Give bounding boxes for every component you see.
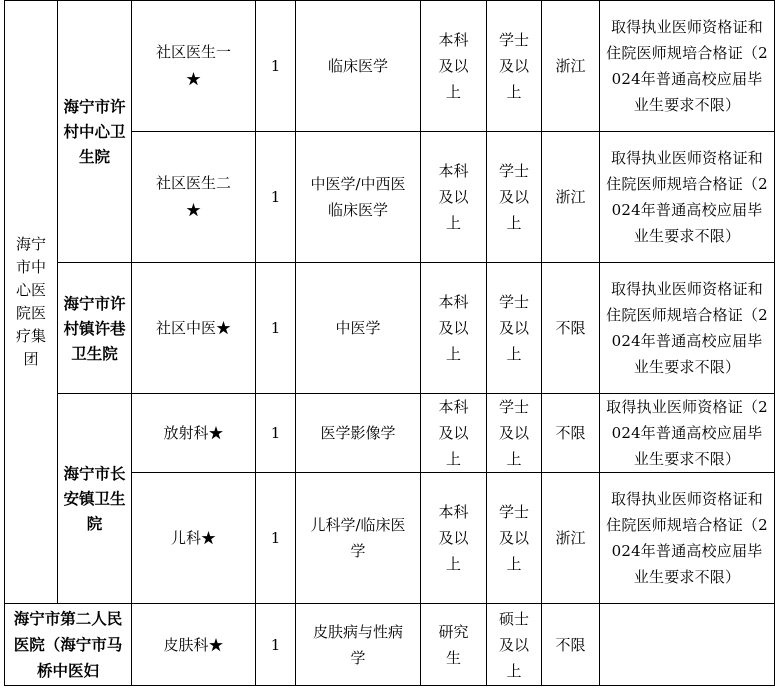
origin-cell bbox=[542, 473, 600, 604]
education-cell bbox=[421, 604, 487, 686]
unit-cell bbox=[58, 394, 132, 604]
degree-cell bbox=[487, 394, 542, 473]
education-requirement: 本科及以上 bbox=[438, 31, 469, 101]
table-row bbox=[5, 263, 775, 394]
origin-requirement: 浙江 bbox=[555, 529, 586, 547]
requirement-cell bbox=[600, 473, 775, 604]
position-count: 1 bbox=[270, 319, 281, 337]
origin-cell bbox=[542, 604, 600, 686]
position-name: 儿科★ bbox=[170, 529, 216, 547]
requirement-cell bbox=[600, 1, 775, 132]
position-name: 放射科★ bbox=[163, 424, 224, 442]
position-name: 社区医生二★ bbox=[155, 174, 231, 219]
recruitment-table bbox=[4, 0, 775, 686]
position-count: 1 bbox=[270, 529, 281, 547]
education-cell bbox=[421, 394, 487, 473]
position-name: 社区中医★ bbox=[155, 319, 231, 337]
education-requirement: 本科及以上 bbox=[438, 398, 469, 468]
other-requirement: 取得执业医师资格证（2024年普通高校应届毕业生要求不限） bbox=[606, 398, 768, 468]
unit-group-cell bbox=[5, 604, 132, 686]
major-requirement: 儿科学/临床医学 bbox=[310, 516, 406, 560]
degree-cell bbox=[487, 1, 542, 132]
degree-requirement: 学士及以上 bbox=[498, 398, 529, 468]
origin-requirement: 浙江 bbox=[555, 57, 586, 75]
group-unit-cell bbox=[5, 1, 58, 604]
degree-cell bbox=[487, 604, 542, 686]
position-cell bbox=[132, 473, 256, 604]
education-cell bbox=[421, 473, 487, 604]
origin-requirement: 不限 bbox=[555, 424, 586, 442]
count-cell bbox=[256, 473, 296, 604]
degree-requirement: 硕士及以上 bbox=[498, 609, 529, 680]
count-cell bbox=[256, 263, 296, 394]
degree-cell bbox=[487, 132, 542, 263]
degree-requirement: 学士及以上 bbox=[498, 31, 529, 101]
position-count: 1 bbox=[270, 424, 281, 442]
degree-requirement: 学士及以上 bbox=[498, 293, 529, 363]
origin-cell bbox=[542, 1, 600, 132]
major-cell bbox=[296, 473, 421, 604]
position-name: 皮肤科★ bbox=[163, 635, 224, 654]
table-row bbox=[5, 394, 775, 473]
unit-cell bbox=[58, 1, 132, 263]
table-row bbox=[5, 1, 775, 132]
unit-name: 海宁市许村中心卫生院 bbox=[63, 97, 126, 166]
other-requirement: 取得执业医师资格证和住院医师规培合格证（2024年普通高校应届毕业生要求不限） bbox=[606, 18, 768, 114]
major-requirement: 中医学/中西医临床医学 bbox=[310, 175, 406, 219]
count-cell bbox=[256, 132, 296, 263]
major-requirement: 中医学 bbox=[335, 319, 381, 337]
education-cell bbox=[421, 132, 487, 263]
origin-requirement: 不限 bbox=[555, 319, 586, 337]
education-requirement: 本科及以上 bbox=[438, 162, 469, 232]
major-requirement: 医学影像学 bbox=[320, 424, 396, 442]
major-requirement: 临床医学 bbox=[327, 57, 388, 75]
requirement-cell bbox=[600, 132, 775, 263]
requirement-cell bbox=[600, 604, 775, 686]
education-requirement: 本科及以上 bbox=[438, 293, 469, 363]
recruitment-table-wrapper bbox=[4, 0, 775, 686]
degree-requirement: 学士及以上 bbox=[498, 503, 529, 573]
origin-cell bbox=[542, 394, 600, 473]
major-cell bbox=[296, 132, 421, 263]
table-row bbox=[5, 604, 775, 686]
unit-name: 海宁市长安镇卫生院 bbox=[63, 464, 126, 533]
requirement-cell bbox=[600, 263, 775, 394]
position-name: 社区医生一★ bbox=[155, 43, 231, 88]
origin-cell bbox=[542, 132, 600, 263]
origin-requirement: 不限 bbox=[555, 635, 586, 654]
education-cell bbox=[421, 263, 487, 394]
major-cell bbox=[296, 604, 421, 686]
position-cell bbox=[132, 604, 256, 686]
major-cell bbox=[296, 394, 421, 473]
position-count: 1 bbox=[270, 57, 281, 75]
education-requirement: 本科及以上 bbox=[438, 503, 469, 573]
degree-cell bbox=[487, 263, 542, 394]
position-cell bbox=[132, 394, 256, 473]
count-cell bbox=[256, 394, 296, 473]
other-requirement: 取得执业医师资格证和住院医师规培合格证（2024年普通高校应届毕业生要求不限） bbox=[606, 280, 768, 376]
origin-requirement: 浙江 bbox=[555, 188, 586, 206]
other-requirement: 取得执业医师资格证和住院医师规培合格证（2024年普通高校应届毕业生要求不限） bbox=[606, 490, 768, 586]
position-cell bbox=[132, 1, 256, 132]
degree-cell bbox=[487, 473, 542, 604]
count-cell bbox=[256, 604, 296, 686]
position-cell bbox=[132, 132, 256, 263]
group-unit-name: 海宁市中心医院医疗集团 bbox=[15, 235, 46, 368]
major-cell bbox=[296, 1, 421, 132]
position-count: 1 bbox=[270, 635, 281, 654]
major-requirement: 皮肤病与性病学 bbox=[312, 622, 403, 667]
position-count: 1 bbox=[270, 188, 281, 206]
count-cell bbox=[256, 1, 296, 132]
origin-cell bbox=[542, 263, 600, 394]
unit-cell bbox=[58, 263, 132, 394]
unit-group-name: 海宁市第二人民医院（海宁市马桥中医妇 bbox=[13, 608, 123, 680]
education-requirement: 研究生 bbox=[438, 622, 469, 667]
education-cell bbox=[421, 1, 487, 132]
unit-name: 海宁市许村镇许巷卫生院 bbox=[63, 293, 126, 363]
position-cell bbox=[132, 263, 256, 394]
major-cell bbox=[296, 263, 421, 394]
degree-requirement: 学士及以上 bbox=[498, 162, 529, 232]
other-requirement: 取得执业医师资格证和住院医师规培合格证（2024年普通高校应届毕业生要求不限） bbox=[606, 149, 768, 245]
requirement-cell bbox=[600, 394, 775, 473]
